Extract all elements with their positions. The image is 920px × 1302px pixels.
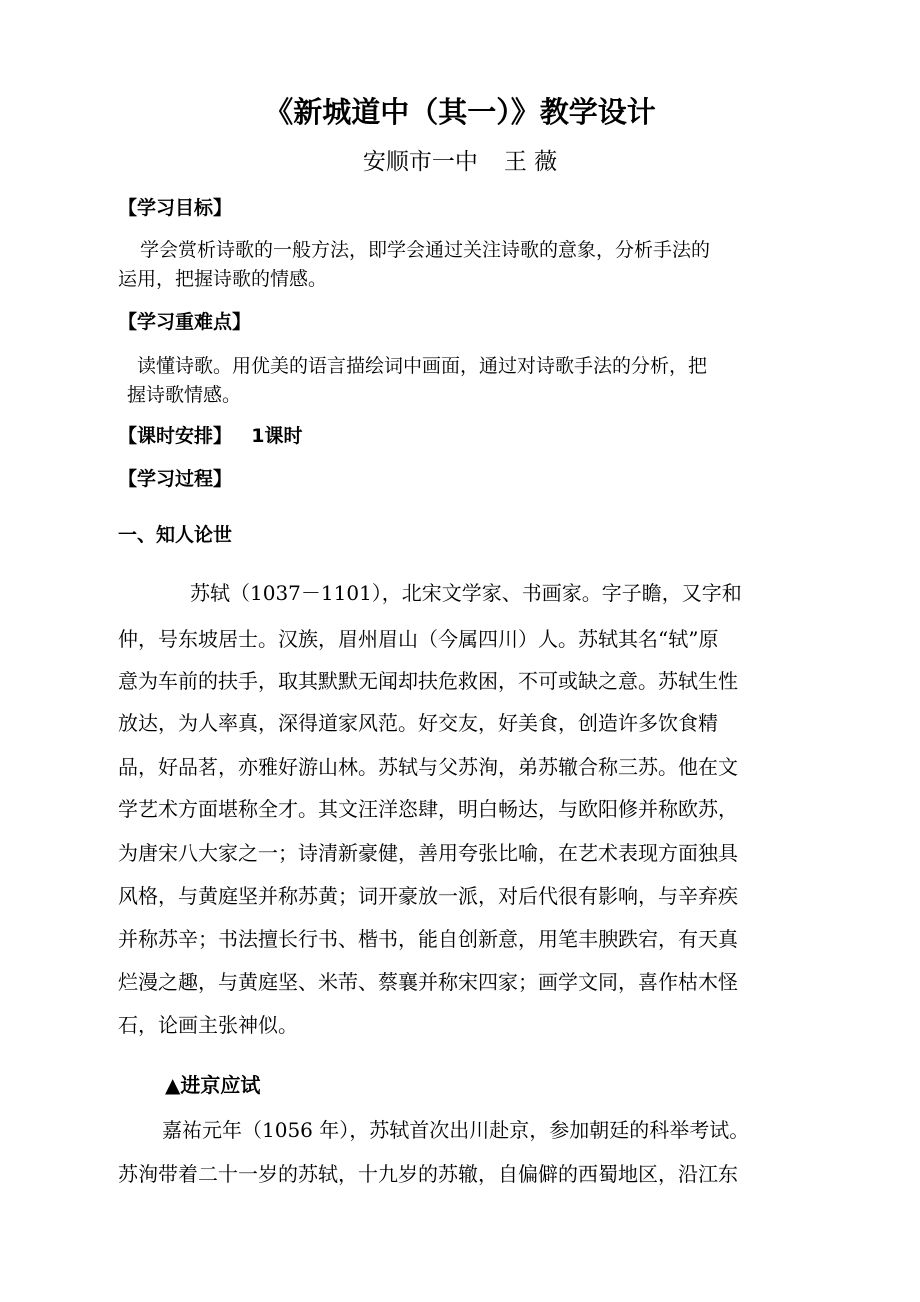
biography-line: 学艺术方面堪称全才。其文汪洋恣肆，明白畅达，与欧阳修并称欧苏， xyxy=(118,797,738,821)
author-name: 王 薇 xyxy=(503,149,558,175)
process-heading: 【学习过程】 xyxy=(118,468,233,490)
exam-section-line: 嘉祐元年（1056 年），苏轼首次出川赴京，参加朝廷的科举考试。 xyxy=(162,1118,750,1142)
schedule-heading: 【课时安排】 xyxy=(118,425,233,447)
document-title: 《新城道中（其一）》教学设计 xyxy=(264,95,656,129)
key-points-line-2: 握诗歌情感。 xyxy=(127,384,242,406)
objectives-line-1: 学会赏析诗歌的一般方法，即学会通过关注诗歌的意象，分析手法的 xyxy=(140,239,711,261)
author-line xyxy=(0,145,920,179)
biography-line: 仲，号东坡居士。汉族，眉州眉山（今属四川）人。苏轼其名“轼”原 xyxy=(118,627,719,651)
biography-line: 烂漫之趣，与黄庭坚、米芾、蔡襄并称宋四家；画学文同，喜作枯木怪 xyxy=(118,970,738,994)
author-school: 安顺市一中 xyxy=(362,149,478,175)
schedule-value: 1课时 xyxy=(251,425,303,447)
biography-line: 苏轼（1037－1101），北宋文学家、书画家。字子瞻，又字和 xyxy=(190,581,742,605)
biography-line: 并称苏辛；书法擅长行书、楷书，能自创新意，用笔丰腴跌宕，有天真 xyxy=(118,927,738,951)
biography-line: 放达，为人率真，深得道家风范。好交友，好美食，创造许多饮食精 xyxy=(118,711,718,735)
biography-line: 意为车前的扶手，取其默默无闻却扶危救困，不可或缺之意。苏轼生性 xyxy=(118,669,738,693)
objectives-heading: 【学习目标】 xyxy=(118,197,233,219)
part1-heading: 一、知人论世 xyxy=(118,524,233,546)
schedule-line xyxy=(118,422,303,450)
biography-line: 品，好品茗，亦雅好游山林。苏轼与父苏洵，弟苏辙合称三苏。他在文 xyxy=(118,755,738,779)
key-points-line-1: 读懂诗歌。用优美的语言描绘词中画面，通过对诗歌手法的分析，把 xyxy=(137,355,708,377)
biography-line: 为唐宋八大家之一；诗清新豪健，善用夸张比喻，在艺术表现方面独具 xyxy=(118,841,738,865)
exam-section-line: 苏洵带着二十一岁的苏轼，十九岁的苏辙，自偏僻的西蜀地区，沿江东 xyxy=(118,1162,738,1186)
exam-section-heading: ▲进京应试 xyxy=(165,1073,261,1097)
biography-line: 石，论画主张神似。 xyxy=(118,1013,298,1037)
key-points-heading: 【学习重难点】 xyxy=(118,311,252,333)
objectives-line-2: 运用，把握诗歌的情感。 xyxy=(118,268,328,290)
biography-line: 风格，与黄庭坚并称苏黄；词开豪放一派，对后代很有影响，与辛弃疾 xyxy=(118,884,738,908)
